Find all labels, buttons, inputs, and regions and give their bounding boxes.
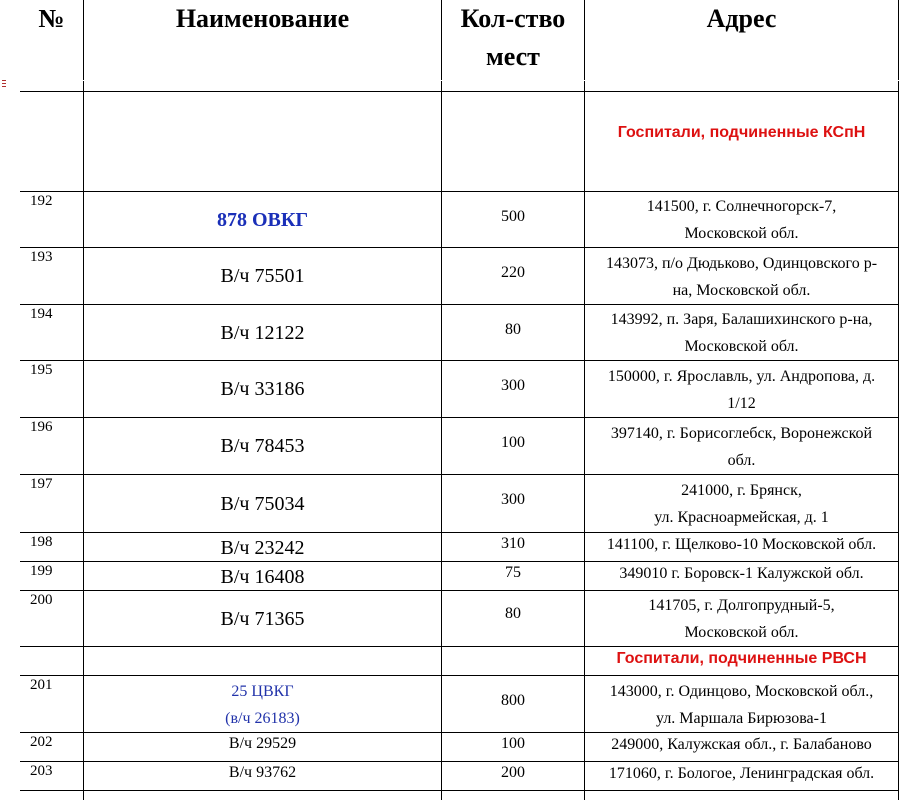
grid-vline [898, 0, 899, 800]
row-num: 193 [30, 249, 53, 265]
address-line: 1/12 [727, 394, 756, 412]
row-address [585, 361, 898, 418]
row-num: 195 [30, 362, 53, 378]
row-name: В/ч 78453 [220, 435, 305, 457]
row-num: 198 [30, 534, 53, 550]
address-line: 143000, г. Одинцово, Московской обл., [609, 682, 874, 700]
row-num: 200 [30, 592, 53, 608]
address-line: обл. [727, 451, 756, 469]
address-line: Московской обл. [684, 338, 799, 355]
address-line: 141705, г. Долгопрудный-5, [648, 597, 835, 614]
address-line: 143992, п. Заря, Балашихинского р-на, [610, 311, 873, 328]
row-qty: 100 [501, 434, 525, 451]
address-line: ул. Красноармейская, д. 1 [654, 509, 829, 526]
header-num: № [38, 4, 65, 33]
address-line: Московской обл. [684, 624, 799, 641]
row-name: В/ч 75501 [220, 265, 305, 287]
row-qty: 220 [501, 264, 525, 281]
row-num: 194 [30, 306, 53, 322]
address-line: 141100, г. Щелково-10 Московской обл. [606, 535, 877, 553]
address-line: 141500, г. Солнечногорск-7, [646, 198, 837, 215]
row-name: В/ч 93762 [228, 764, 297, 781]
row-name [84, 676, 441, 733]
margin-marker-icon [2, 80, 6, 89]
row-name: В/ч 12122 [220, 321, 305, 344]
row-qty: 500 [501, 208, 525, 225]
header-qty-line2: мест [486, 42, 540, 71]
section-label: Госпитали, подчиненные КСпН [617, 124, 866, 141]
row-name: 878 ОВКГ [216, 208, 309, 231]
row-name: В/ч 16408 [220, 565, 305, 588]
row-address [585, 248, 898, 305]
row-name: В/ч 75034 [220, 492, 305, 515]
row-num: 199 [30, 563, 53, 579]
address-line: 397140, г. Борисоглебск, Воронежской [610, 424, 873, 442]
row-num: 203 [30, 763, 53, 779]
section-label: Госпитали, подчиненные РВСН [616, 650, 867, 667]
row-qty: 300 [501, 491, 525, 508]
row-num: 202 [30, 734, 53, 750]
row-qty: 75 [505, 564, 521, 581]
grid-hline [20, 80, 899, 81]
row-name: В/ч 23242 [220, 536, 305, 559]
row-qty: 300 [501, 377, 525, 394]
address-line: 171060, г. Бологое, Ленинградская обл. [608, 764, 875, 782]
row-qty: 200 [501, 764, 525, 781]
address-line: ул. Маршала Бирюзова-1 [656, 709, 827, 727]
grid-hline [20, 91, 899, 92]
row-num: 201 [30, 677, 53, 693]
row-num: 196 [30, 419, 53, 435]
row-address [585, 733, 898, 755]
row-qty: 80 [505, 321, 521, 338]
row-address [585, 192, 898, 248]
row-qty: 800 [501, 692, 525, 709]
row-address [585, 562, 898, 584]
row-name: В/ч 33186 [220, 378, 305, 400]
address-line: 349010 г. Боровск-1 Калужской обл. [619, 564, 864, 582]
row-name-line: (в/ч 26183) [225, 709, 300, 727]
address-line: 143073, п/о Дюдьково, Одинцовского р- [605, 254, 878, 272]
row-address [585, 305, 898, 361]
address-line: 249000, Калужская обл., г. Балабаново [611, 735, 872, 753]
header-address: Адрес [706, 4, 777, 33]
row-address [585, 475, 898, 533]
row-qty: 310 [501, 535, 525, 552]
row-name-line: 25 ЦВКГ [231, 682, 294, 700]
address-line: на, Московской обл. [672, 281, 811, 299]
row-address [585, 418, 898, 475]
address-line: 241000, г. Брянск, [681, 482, 802, 499]
row-name: В/ч 71365 [220, 607, 305, 630]
address-line: Московской обл. [684, 225, 799, 242]
header-name: Наименование [175, 4, 350, 33]
address-line: 150000, г. Ярославль, ул. Андропова, д. [607, 367, 876, 385]
row-address [585, 591, 898, 647]
row-name: В/ч 29529 [228, 735, 297, 752]
row-address [585, 762, 898, 784]
row-qty: 80 [505, 605, 521, 622]
row-num: 192 [30, 193, 53, 209]
row-address [585, 676, 898, 733]
grid-hline [20, 790, 899, 791]
header-qty-line1: Кол-ство [460, 4, 566, 33]
row-address [585, 533, 898, 555]
row-qty: 100 [501, 735, 525, 752]
row-num: 197 [30, 476, 53, 492]
